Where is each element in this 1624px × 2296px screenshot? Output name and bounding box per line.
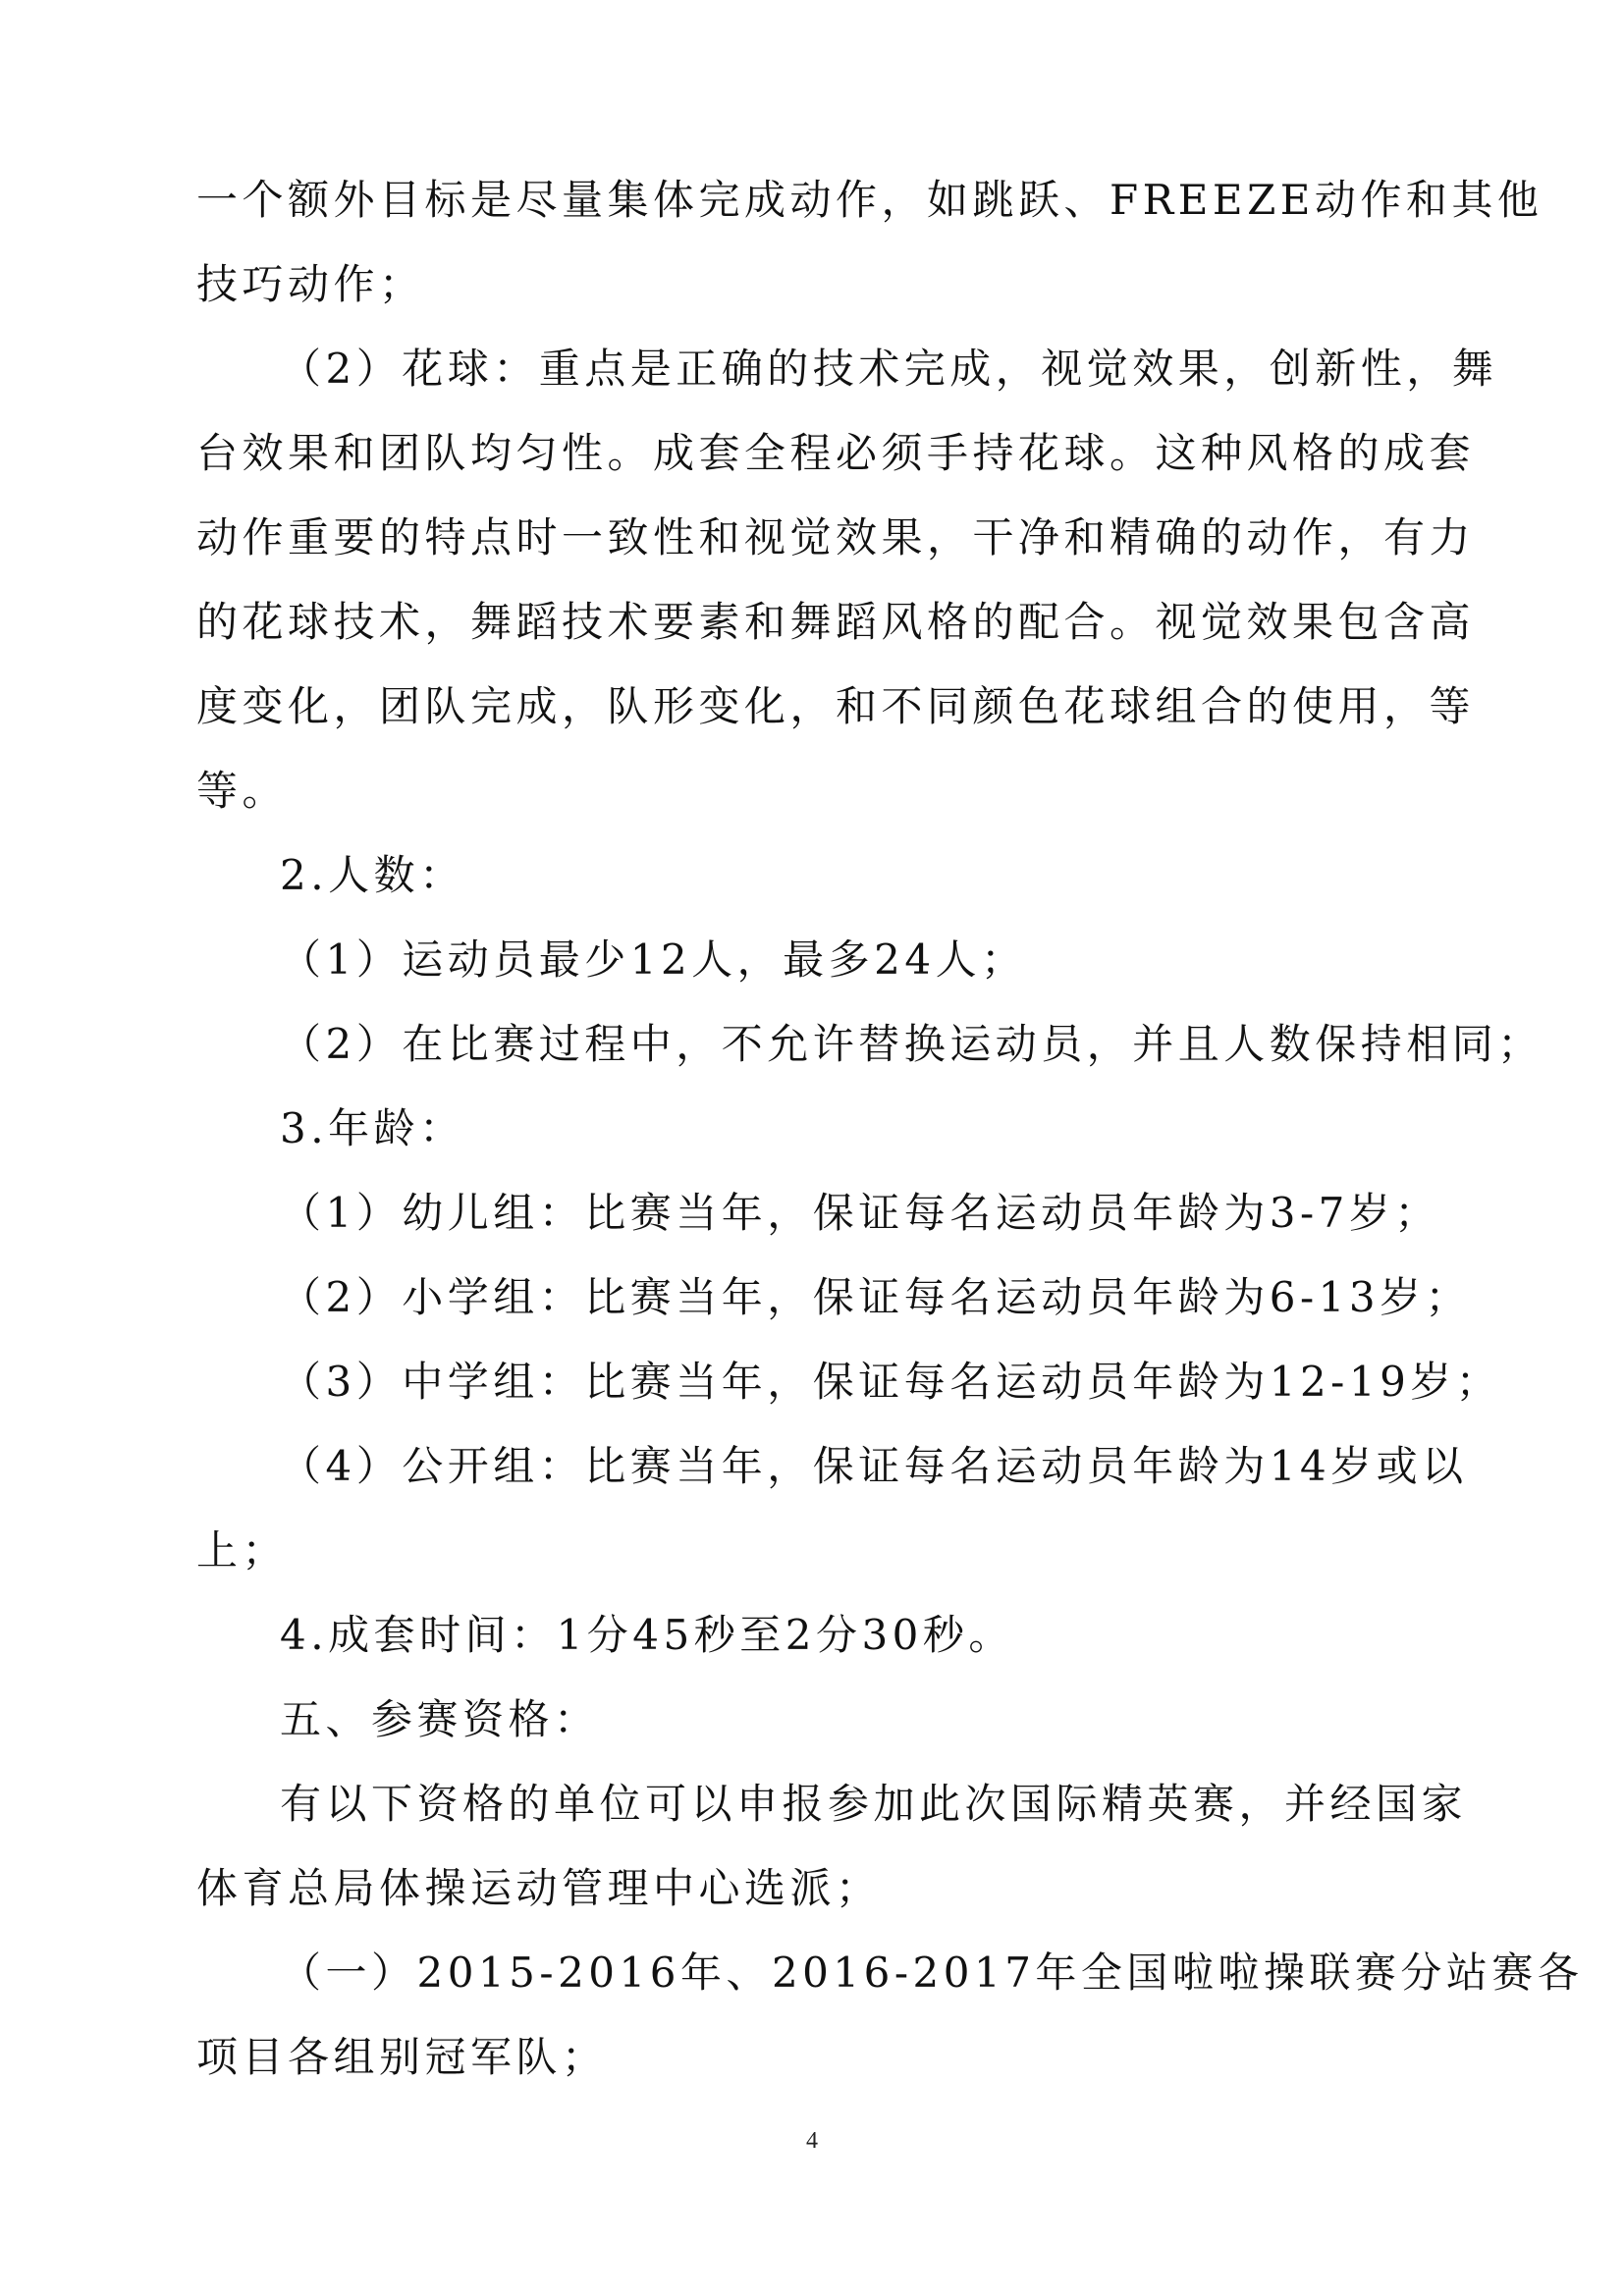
paragraph-line: 4.成套时间：1分45秒至2分30秒。 <box>280 1611 1014 1659</box>
paragraph-line: （1）幼儿组：比赛当年，保证每名运动员年龄为3-7岁； <box>280 1189 1440 1237</box>
paragraph-line: （3）中学组：比赛当年，保证每名运动员年龄为12-19岁； <box>280 1358 1502 1406</box>
paragraph-line: （4）公开组：比赛当年，保证每名运动员年龄为14岁或以 <box>280 1442 1468 1490</box>
section-heading: 五、参赛资格： <box>280 1695 600 1743</box>
paragraph-line: （一）2015-2016年、2016-2017年全国啦啦操联赛分站赛各 <box>280 1949 1584 1997</box>
section-heading: 2.人数： <box>280 851 465 899</box>
paragraph-line: 上； <box>196 1526 289 1575</box>
page-number: 4 <box>806 2128 818 2154</box>
paragraph-line: 等。 <box>196 767 289 815</box>
paragraph-line: 度变化，团队完成，队形变化，和不同颜色花球组合的使用，等 <box>196 682 1476 730</box>
section-heading: 3.年龄： <box>280 1104 465 1152</box>
paragraph-line: 一个额外目标是尽量集体完成动作，如跳跃、FREEZE动作和其他 <box>196 176 1543 224</box>
paragraph-line: 台效果和团队均匀性。成套全程必须手持花球。这种风格的成套 <box>196 429 1476 477</box>
paragraph-line: （2）小学组：比赛当年，保证每名运动员年龄为6-13岁； <box>280 1273 1472 1321</box>
paragraph-line: 动作重要的特点时一致性和视觉效果，干净和精确的动作，有力 <box>196 513 1476 561</box>
paragraph-line: 技巧动作； <box>196 260 425 308</box>
paragraph-line: 有以下资格的单位可以申报参加此次国际精英赛，并经国家 <box>280 1780 1468 1828</box>
paragraph-line: （2）在比赛过程中，不允许替换运动员，并且人数保持相同； <box>280 1020 1543 1068</box>
paragraph-line: 的花球技术，舞蹈技术要素和舞蹈风格的配合。视觉效果包含高 <box>196 598 1476 646</box>
paragraph-line: （1）运动员最少12人，最多24人； <box>280 935 1027 984</box>
paragraph-line: 项目各组别冠军队； <box>196 2033 608 2081</box>
paragraph-line: （2）花球：重点是正确的技术完成，视觉效果，创新性，舞 <box>280 345 1498 393</box>
paragraph-line: 体育总局体操运动管理中心选派； <box>196 1864 882 1912</box>
